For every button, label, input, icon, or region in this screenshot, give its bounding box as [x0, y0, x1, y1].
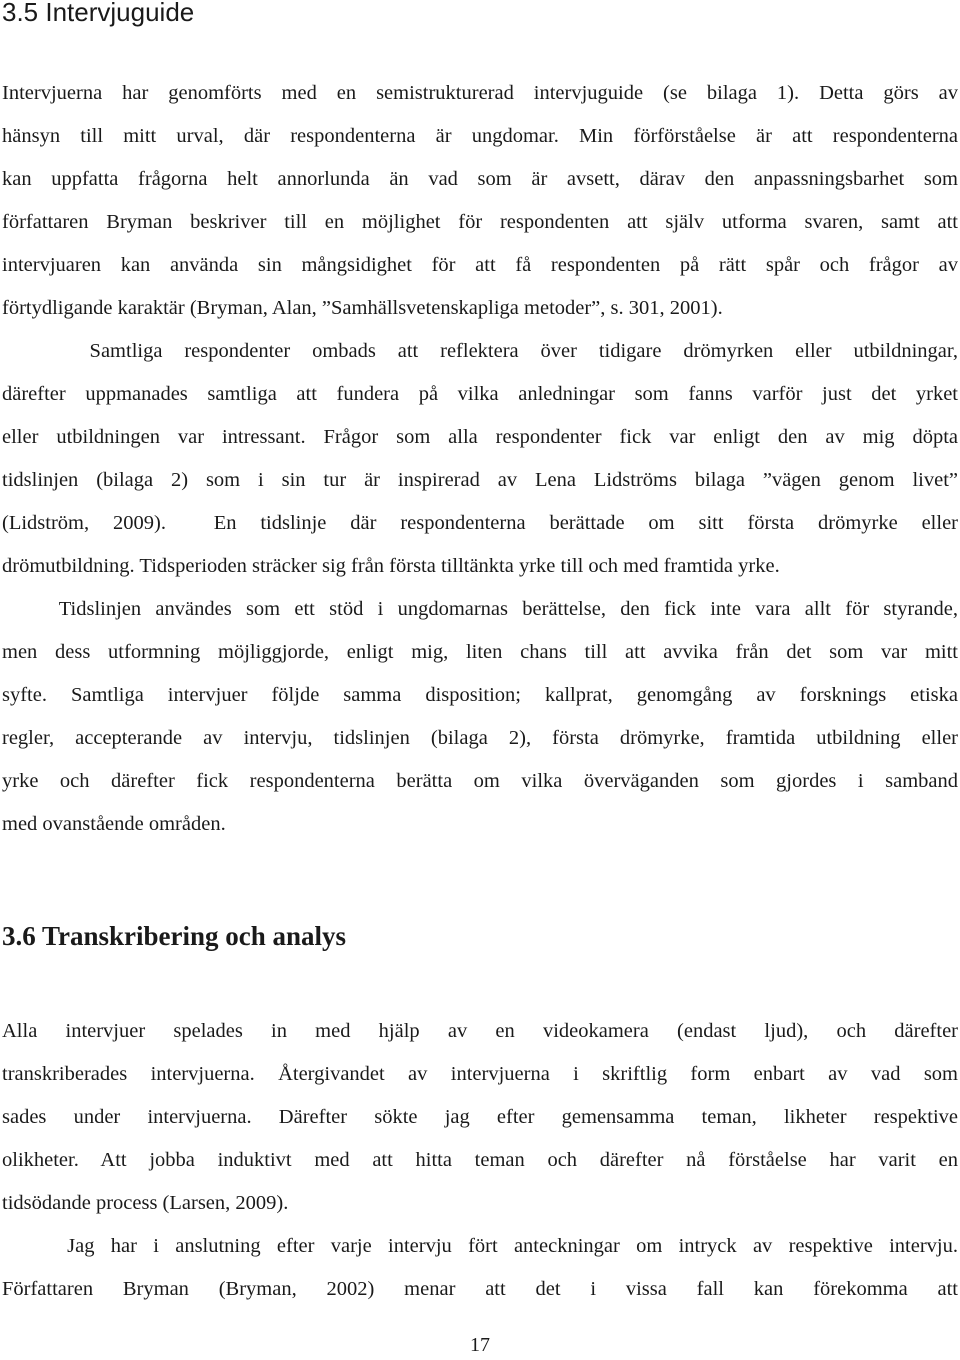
paragraph-transkribering — [2, 1010, 958, 1311]
text-line: tidslinjen (bilaga 2) som i sin tur är inspirerad av Lena Lidströms bilaga ”vägen genom livet” — [2, 469, 958, 491]
text-line: författaren Bryman beskriver till en möjlighet för respondenten att själv utforma svaren, samt att — [2, 211, 958, 233]
text-line: yrke och därefter fick respondenterna berätta om vilka överväganden som gjordes i samband — [2, 770, 958, 792]
text-line: men dess utformning möjliggjorde, enligt mig, liten chans till att avvika från det som var mitt — [2, 641, 958, 663]
text-line: därefter uppmanades samtliga att fundera på vilka anledningar som fanns varför just det yrket — [2, 383, 958, 405]
section-heading-transkribering: 3.6 Transkribering och analys — [2, 921, 347, 951]
text-line: drömutbildning. Tidsperioden sträcker sig från första tilltänkta yrke till och med framtida yrke. — [2, 555, 780, 577]
text-line: Tidslinjen användes som ett stöd i ungdomarnas berättelse, den fick inte vara allt för styrande, — [2, 598, 958, 620]
text-line: (Lidström, 2009). En tidslinje där respondenterna berättade om sitt första drömyrke eller — [2, 512, 958, 534]
text-line: sades under intervjuerna. Därefter sökte jag efter gemensamma teman, likheter respektive — [2, 1106, 958, 1128]
text-line: med ovanstående områden. — [2, 813, 226, 835]
section-heading-intervjuguide: 3.5 Intervjuguide — [2, 0, 195, 27]
text-line: kan uppfatta frågorna helt annorlunda än vad som är avsett, därav den anpassningsbarhet som — [2, 168, 958, 190]
text-line: förtydligande karaktär (Bryman, Alan, ”Samhällsvetenskapliga metoder”, s. 301, 2001). — [2, 297, 723, 319]
text-line: Författaren Bryman (Bryman, 2002) menar att det i vissa fall kan förekomma att — [2, 1278, 958, 1300]
text-line: intervjuaren kan använda sin mångsidighet för att få respondenten på rätt spår och frågor av — [2, 254, 958, 276]
text-line: regler, accepterande av intervju, tidslinjen (bilaga 2), första drömyrke, framtida utbildning eller — [2, 727, 958, 749]
text-line: olikheter. Att jobba induktivt med att hitta teman och därefter nå förståelse har varit en — [2, 1149, 958, 1171]
text-line: tidsödande process (Larsen, 2009). — [2, 1192, 289, 1214]
page-number: 17 — [470, 1334, 490, 1356]
text-line: Samtliga respondenter ombads att reflektera över tidigare drömyrken eller utbildningar, — [2, 340, 958, 362]
text-line: hänsyn till mitt urval, där respondenterna är ungdomar. Min förförståelse är att respondenterna — [2, 125, 958, 147]
text-line: Jag har i anslutning efter varje intervju fört anteckningar om intryck av respektive intervju. — [2, 1235, 958, 1257]
text-line: Alla intervjuer spelades in med hjälp av en videokamera (endast ljud), och därefter — [2, 1020, 958, 1042]
text-line: Intervjuerna har genomförts med en semistrukturerad intervjuguide (se bilaga 1). Detta görs av — [2, 82, 958, 104]
paragraph-intervjuguide — [2, 72, 958, 846]
text-line: transkriberades intervjuerna. Återgivandet av intervjuerna i skriftlig form enbart av vad som — [2, 1063, 958, 1085]
text-line: eller utbildningen var intressant. Frågor som alla respondenter fick var enligt den av mig döpta — [2, 426, 958, 448]
text-line: syfte. Samtliga intervjuer följde samma disposition; kallprat, genomgång av forsknings etiska — [2, 684, 958, 706]
